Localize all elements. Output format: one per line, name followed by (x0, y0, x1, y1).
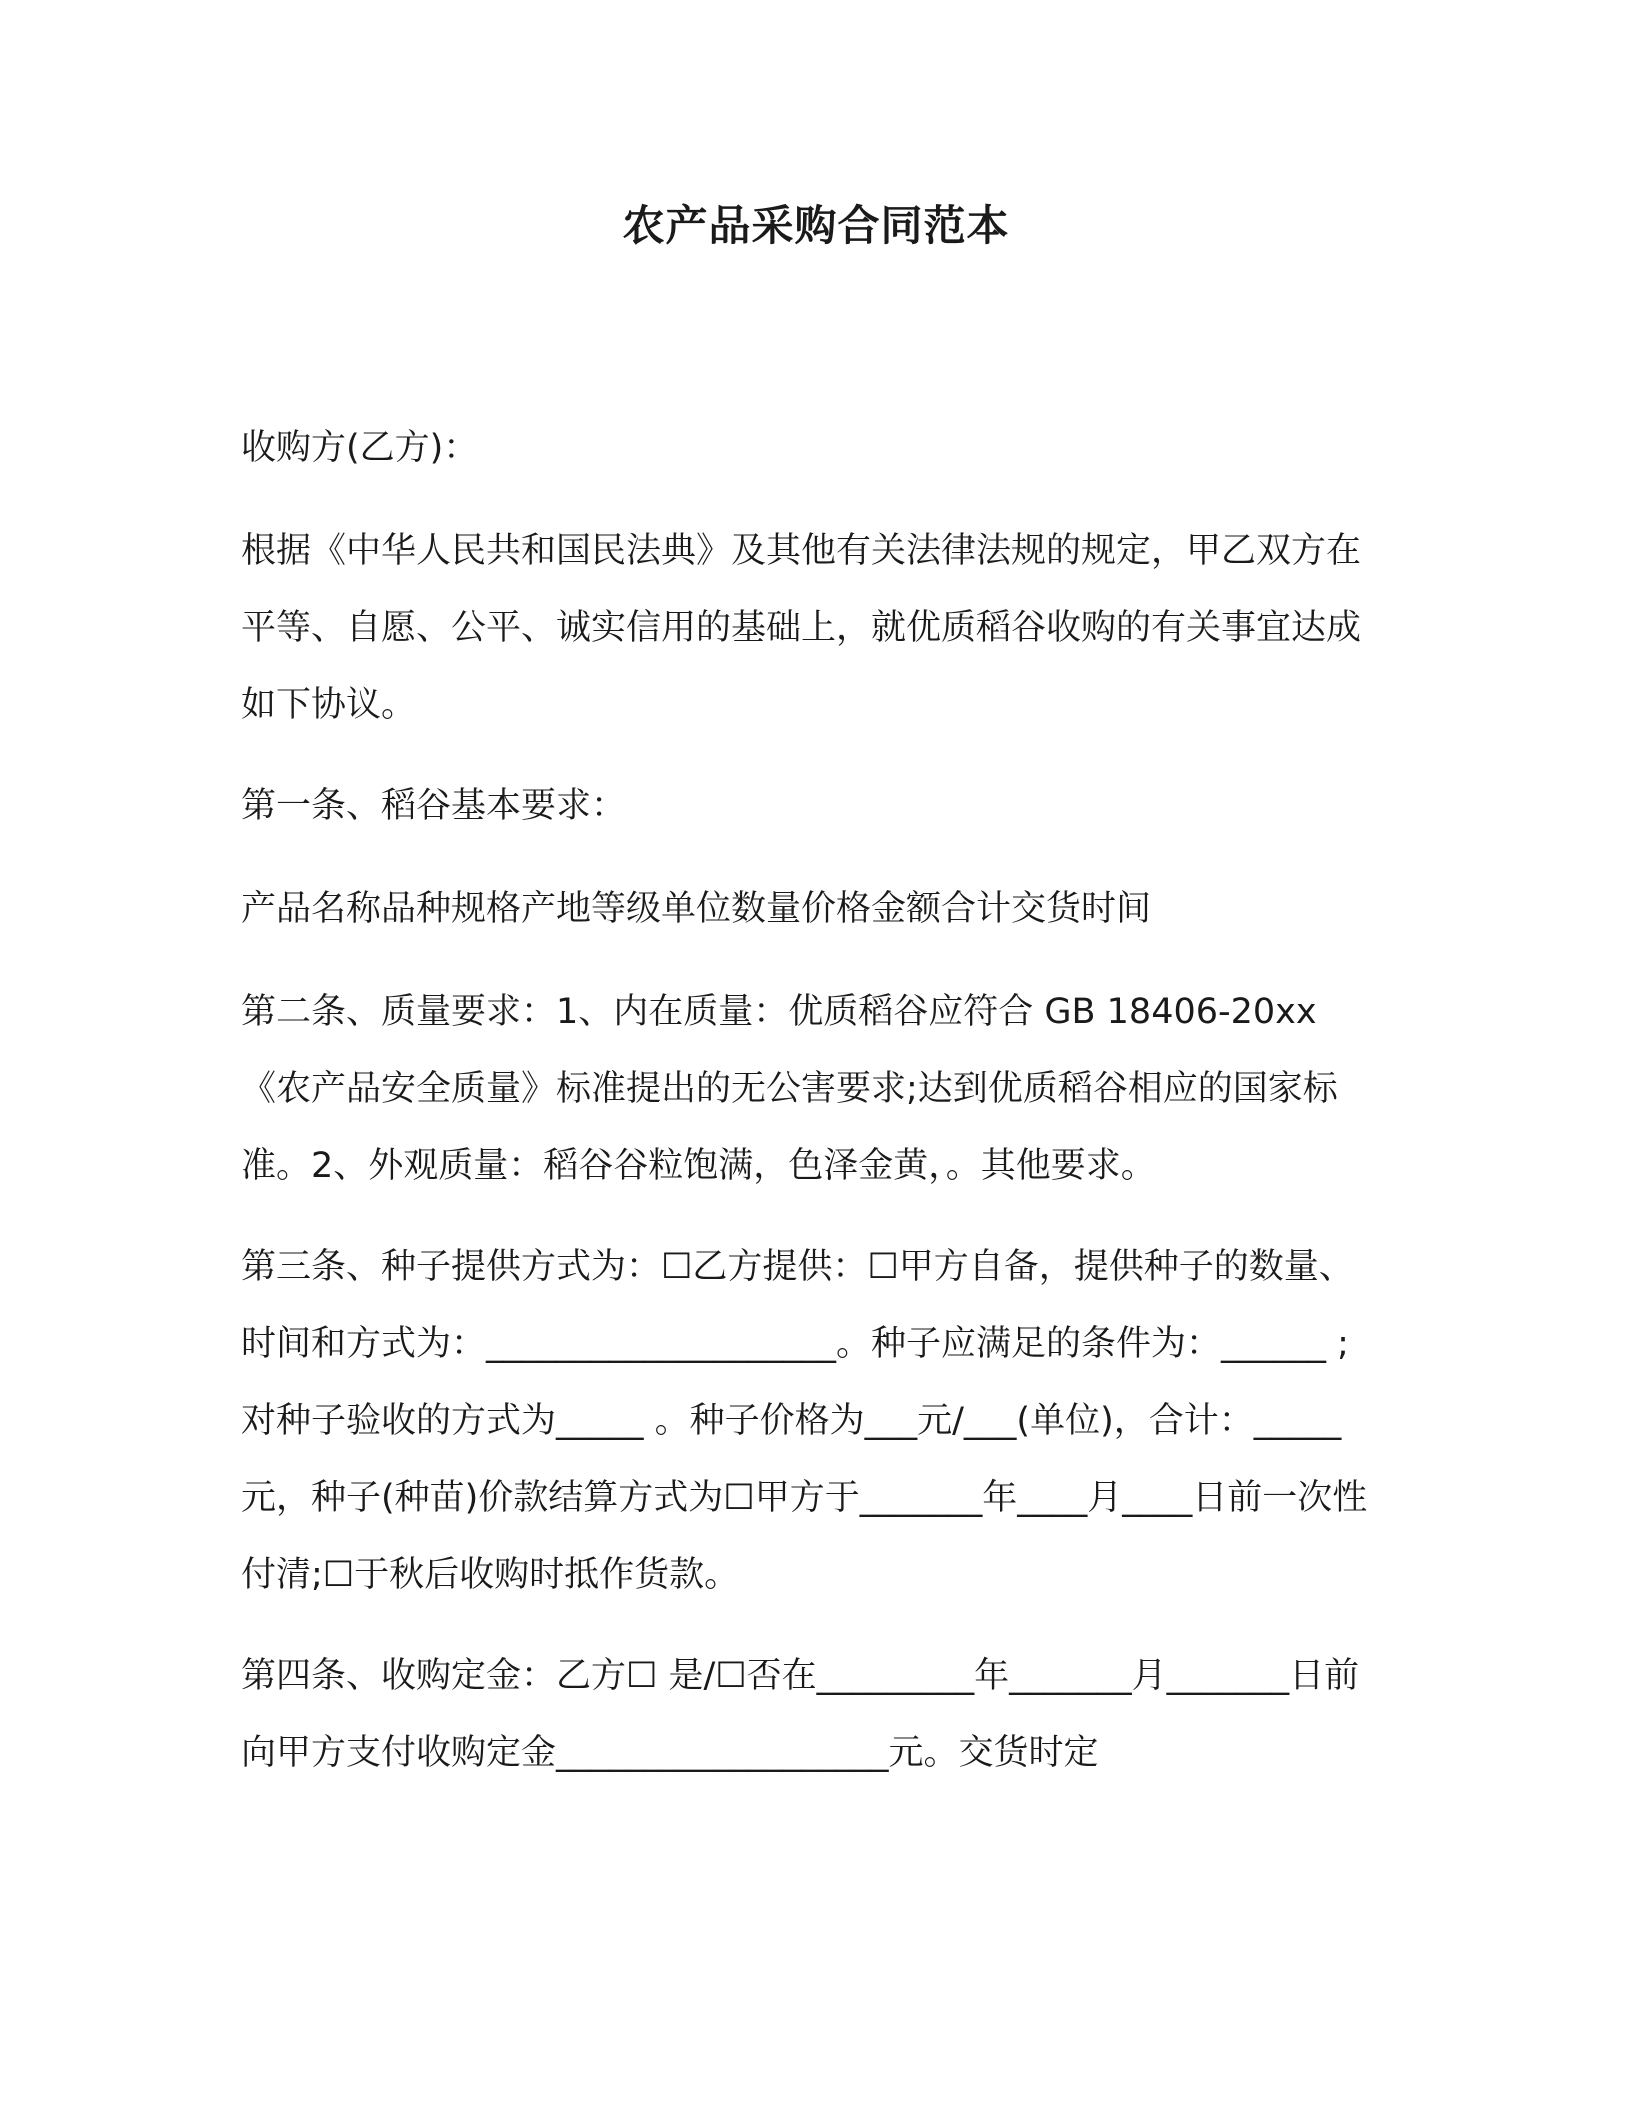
buyer-line: 收购方(乙方)： (241, 428, 479, 468)
article2-paragraph: 第二条、质量要求：1、内在质量：优质稻谷应符合 GB 18406-20xx《农产品安全质量》标准提出的无公害要求;达到优质稻谷相应的国家标准。2、外观质量：稻谷谷粒饱满，色泽金黄，。其他要求。 (241, 992, 1338, 1186)
article1-table-header: 产品名称品种规格产地等级单位数量价格金额合计交货时间 (241, 889, 1152, 929)
intro-paragraph: 根据《中华人民共和国民法典》及其他有关法律法规的规定，甲乙双方在平等、自愿、公平、诚实信用的基础上，就优质稻谷收购的有关事宜达成如下协议。 (241, 531, 1362, 725)
article1-heading: 第一条、稻谷基本要求： (241, 786, 627, 826)
document-title: 农产品采购合同范本 (622, 201, 1010, 250)
article3-paragraph: 第三条、种子提供方式为：☐乙方提供：☐甲方自备，提供种子的数量、时间和方式为：____________________。种子应满足的条件为：______ ;对种子验收的方式为_____ 。种子价格为___元/___(单位)，合计：_____ 元，种子(种苗)价款结算方式为☐甲方于_______年____月____日前一次性付清;☐于秋后收购时抵作货款。 (241, 1247, 1368, 1595)
article4-paragraph: 第四条、收购定金：乙方☐ 是/☐否在_________年_______月_______日前向甲方支付收购定金___________________元。交货时定 (241, 1656, 1360, 1773)
document-body (241, 410, 1381, 1816)
